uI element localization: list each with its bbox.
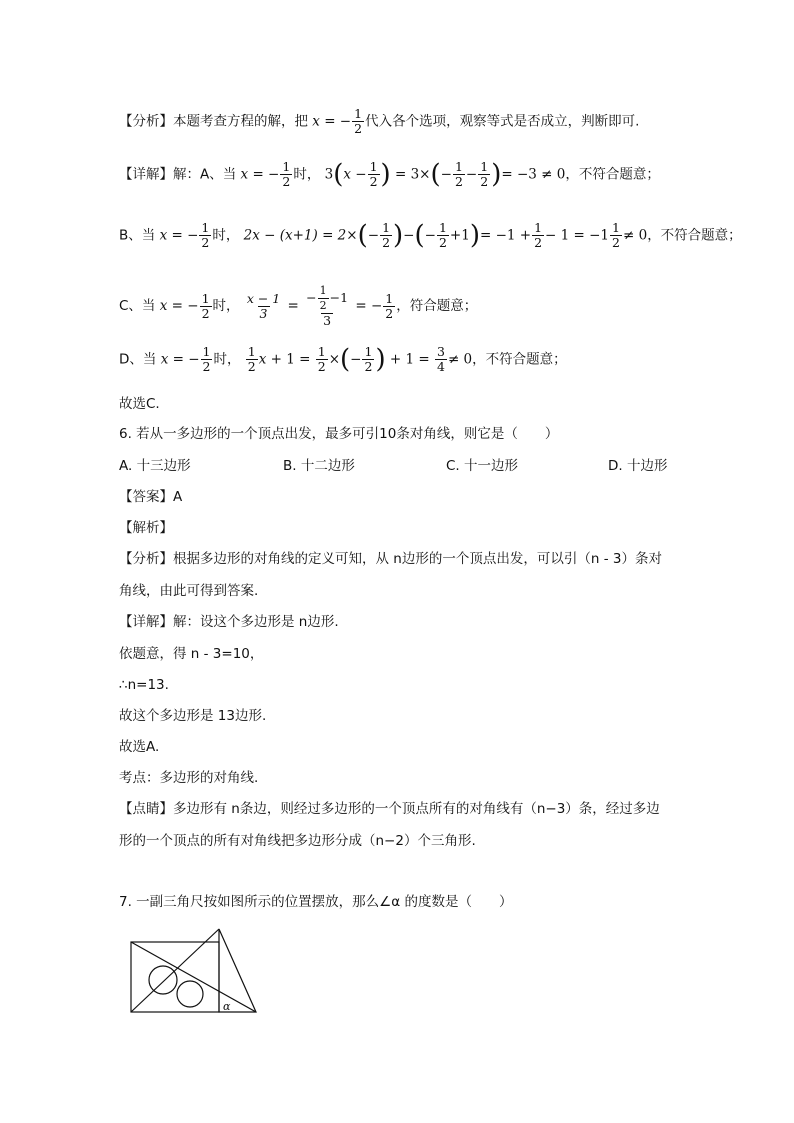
q6-analysis-1: 【分析】根据多边形的对角线的定义可知，从 n边形的一个顶点出发，可以引（n - 3）条对 [119,551,662,567]
detail-tag: 【详解】 [119,166,173,183]
analysis-text-2: 代入各个选项，观察等式是否成立，判断即可. [365,113,640,130]
x-value: x = − [312,113,352,130]
eq-b-tail2: − 1 = −1 [545,227,610,244]
q6-detail-2: 依题意，得 n - 3=10， [119,646,264,662]
q6-detail-5: 故选A. [119,739,160,755]
not-ok-d: ，不符合题意； [472,351,567,368]
q6-option-d: D. 十边形 [608,458,668,474]
circle-left [149,966,177,994]
fraction-half: $\frac{1}{2}$ [354,106,363,136]
q6-answer: 【答案】A [119,489,183,505]
q6-detail-4: 故这个多边形是 13边形. [119,708,267,724]
not-ok-b: ，不符合题意； [647,227,742,244]
q6-dianjing-1: 【点睛】多边形有 n条边，则经过多边形的一个顶点所有的对角线有（n−3）条，经过多边 [119,801,660,817]
neq-zero-d: ≠ 0 [447,351,473,368]
q5-detail-c: C、当 x = − $\frac{1}{2}$ 时， $\frac{x - 1}{3}$ = − $\frac{1}{2}$ −1 3 = − $\frac{1}{2}$ ，符合题意； [119,284,478,328]
q5-detail-b: B、当 x = − $\frac{1}{2}$ 时， 2x − (x+1) = 2×(− $\frac{1}{2}$ )−(− $\frac{1}{2}$ +1)= −1 + $\frac{1}{2}$ − 1 = −1 $\frac{1}{2}$ ≠ 0，不符合题意； [119,220,742,251]
q7-stem: 7. 一副三角尺按如图所示的位置摆放，那么∠α 的度数是（ ） [119,894,513,910]
q6-jiexi: 【解析】 [119,520,173,536]
analysis-tag: 【分析】 [119,113,173,130]
q6-option-c: C. 十一边形 [446,458,519,474]
triangle-rulers-figure [128,928,260,1016]
when-suffix: 时， [212,298,240,314]
q6-option-a: A. 十三边形 [119,458,191,474]
not-ok-a: ，不符合题意； [565,166,660,183]
circle-right [177,981,203,1007]
q6-detail-3: ∴n=13. [119,677,169,693]
when-suffix: 时， [212,227,240,244]
q6-detail-1: 【详解】解：设这个多边形是 n边形. [119,614,339,630]
analysis-text: 本题考查方程的解，把 [173,113,308,130]
b-prefix: B、当 [119,227,156,244]
alpha-label: α [223,1000,231,1013]
c-prefix: C、当 [119,298,156,314]
q6-stem: 6. 若从一多边形的一个顶点出发，最多可引10条对角线，则它是（ ） [119,426,559,442]
when-suffix: 时， [213,351,241,368]
neq-zero: ≠ 0 [622,227,648,244]
q6-point: 考点：多边形的对角线. [119,770,259,786]
q6-option-b: B. 十二边形 [283,458,355,474]
eq-a-post: = −3 ≠ 0 [501,166,566,183]
q5-analysis [119,107,639,136]
eq-b-tail: = −1 + [479,227,532,244]
d-prefix: D、当 [119,351,157,368]
q5-detail-d: D、当 x = − $\frac{1}{2}$ 时， $\frac{1}{2}$ x + 1 = $\frac{1}{2}$ ×(− $\frac{1}{2}$ ) + 1 = $\frac{3}{4}$ ≠ 0，不符合题意； [119,344,567,375]
q6-analysis-2: 角线，由此可得到答案. [119,583,259,599]
eq-a-pre: 3 [324,166,334,183]
q6-dianjing-2: 形的一个顶点的所有对角线把多边形分成（n−2）个三角形. [119,833,476,849]
when-suffix: 时， [293,166,321,183]
detail-a-text: 解：A、当 [173,166,237,183]
eq-b-mid: 2x − (x+1) = 2× [243,227,358,244]
ok-c: ，符合题意； [396,298,478,314]
q5-detail-a: 【详解】解：A、当 x = − $\frac{1}{2}$ 时， 3(x − $\frac{1}{2}$ ) = 3×(− $\frac{1}{2}$ − $\frac{1}{2}$ )= −3 ≠ 0，不符合题意； [119,159,660,190]
rectangle-shape [131,942,219,1012]
q5-choose: 故选C. [119,396,160,412]
